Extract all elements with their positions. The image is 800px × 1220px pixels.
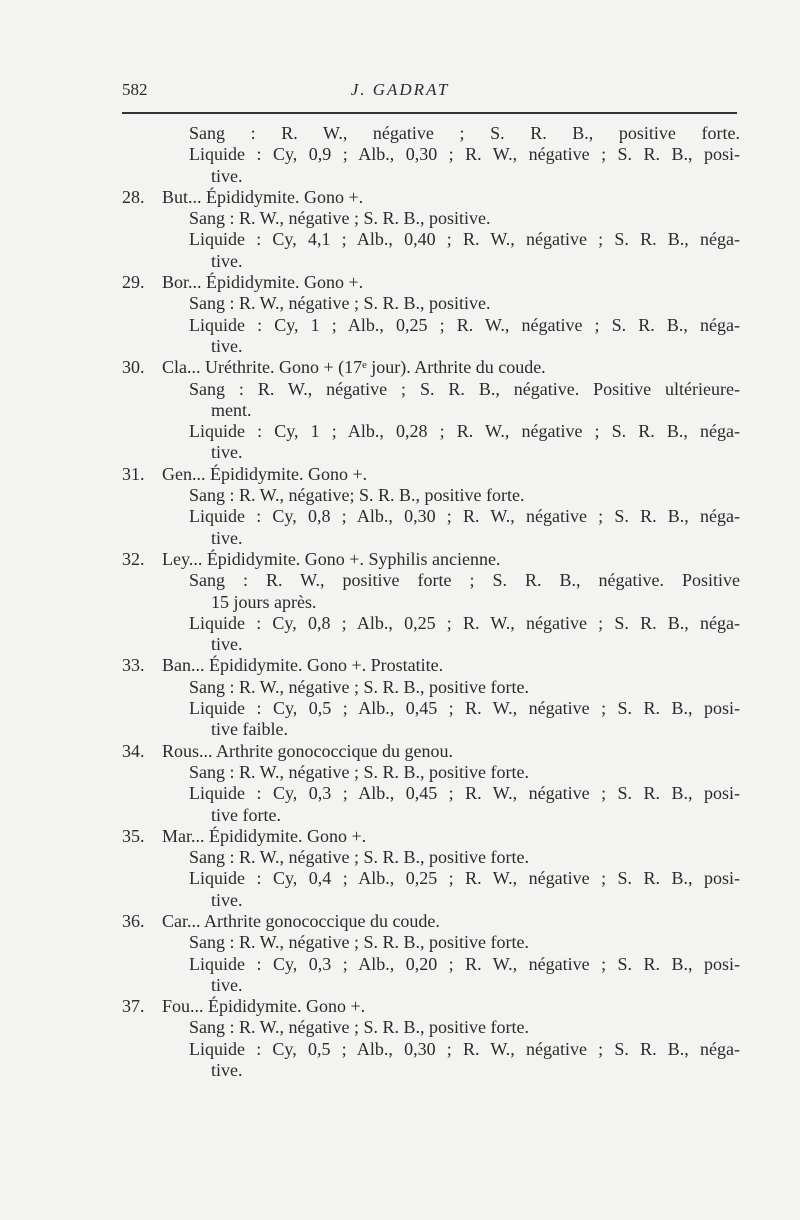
- result-line: Liquide : Cy, 4,1 ; Alb., 0,40 ; R. W., négative ; S. R. B., néga-: [189, 229, 740, 250]
- case-heading: [122, 741, 740, 762]
- result-line: Sang : R. W., négative; S. R. B., positive forte.: [189, 485, 525, 506]
- case-title: Mar... Épididymite. Gono +.: [162, 825, 367, 846]
- result-line: Liquide : Cy, 0,4 ; Alb., 0,25 ; R. W., négative ; S. R. B., posi-: [189, 868, 740, 889]
- case-title: Ban... Épididymite. Gono +. Prostatite.: [162, 655, 444, 676]
- case-title: Rous... Arthrite gonococcique du genou.: [162, 740, 453, 761]
- result-line: Sang : R. W., négative ; S. R. B., positive forte.: [189, 676, 529, 697]
- result-line: Sang : R. W., négative ; S. R. B., positive.: [189, 208, 491, 229]
- case-number: 28.: [122, 186, 145, 207]
- case-heading: [122, 549, 740, 570]
- continuation-line: tive.: [211, 442, 243, 463]
- case-title: Bor... Épididymite. Gono +.: [162, 272, 364, 293]
- continuation-line: tive.: [211, 974, 243, 995]
- case-heading: [122, 996, 740, 1017]
- result-line: Liquide : Cy, 0,9 ; Alb., 0,30 ; R. W., négative ; S. R. B., posi-: [189, 144, 740, 165]
- case-number: 33.: [122, 655, 145, 676]
- case-heading: [122, 464, 740, 485]
- case-number: 31.: [122, 463, 145, 484]
- result-line: Sang : R. W., négative ; S. R. B., positive forte.: [189, 932, 529, 953]
- case-number: 29.: [122, 272, 145, 293]
- case-title: Gen... Épididymite. Gono +.: [162, 463, 368, 484]
- continuation-line: tive forte.: [211, 804, 281, 825]
- page-number: 582: [122, 80, 148, 99]
- result-line: Sang : R. W., négative ; S. R. B., négative. Positive ultérieure-: [189, 378, 740, 399]
- continuation-line: tive.: [211, 165, 243, 186]
- case-number: 34.: [122, 740, 145, 761]
- text-body: [122, 123, 740, 1081]
- result-line: Liquide : Cy, 0,3 ; Alb., 0,45 ; R. W., négative ; S. R. B., posi-: [189, 783, 740, 804]
- continuation-line: tive.: [211, 527, 243, 548]
- case-title: Fou... Épididymite. Gono +.: [162, 996, 366, 1017]
- result-line: Sang : R. W., positive forte ; S. R. B., négative. Positive: [189, 570, 740, 591]
- result-line: Liquide : Cy, 0,8 ; Alb., 0,25 ; R. W., négative ; S. R. B., néga-: [189, 612, 740, 633]
- case-number: 37.: [122, 996, 145, 1017]
- case-number: 30.: [122, 357, 145, 378]
- case-heading: [122, 357, 740, 378]
- continuation-line: ment.: [211, 399, 252, 420]
- continuation-line: tive.: [211, 335, 243, 356]
- result-line: Sang : R. W., négative ; S. R. B., positive forte.: [189, 847, 529, 868]
- result-line: Liquide : Cy, 0,3 ; Alb., 0,20 ; R. W., négative ; S. R. B., posi-: [189, 953, 740, 974]
- result-line: Liquide : Cy, 0,5 ; Alb., 0,45 ; R. W., négative ; S. R. B., posi-: [189, 698, 740, 719]
- continuation-line: 15 jours après.: [211, 591, 317, 612]
- continuation-line: tive faible.: [211, 719, 288, 740]
- running-head: J. GADRAT: [350, 80, 450, 99]
- case-title: But... Épididymite. Gono +.: [162, 186, 364, 207]
- result-line: Liquide : Cy, 1 ; Alb., 0,25 ; R. W., négative ; S. R. B., néga-: [189, 314, 740, 335]
- continuation-line: tive.: [211, 250, 243, 271]
- result-line: Liquide : Cy, 1 ; Alb., 0,28 ; R. W., négative ; S. R. B., néga-: [189, 421, 740, 442]
- case-heading: [122, 272, 740, 293]
- case-title: Ley... Épididymite. Gono +. Syphilis ancienne.: [162, 548, 501, 569]
- result-line: Sang : R. W., négative ; S. R. B., positive forte.: [189, 761, 529, 782]
- result-line: Liquide : Cy, 0,8 ; Alb., 0,30 ; R. W., négative ; S. R. B., néga-: [189, 506, 740, 527]
- continuation-line: tive.: [211, 889, 243, 910]
- case-heading: [122, 911, 740, 932]
- case-heading: [122, 655, 740, 676]
- case-title: Cla... Uréthrite. Gono + (17ᵉ jour). Arthrite du coude.: [162, 357, 546, 378]
- result-line: Sang : R. W., négative ; S. R. B., positive.: [189, 293, 491, 314]
- case-heading: [122, 826, 740, 847]
- case-number: 35.: [122, 825, 145, 846]
- continuation-line: tive.: [211, 634, 243, 655]
- result-line: Sang : R. W., négative ; S. R. B., positive forte.: [189, 123, 740, 143]
- result-line: Liquide : Cy, 0,5 ; Alb., 0,30 ; R. W., négative ; S. R. B., néga-: [189, 1038, 740, 1059]
- result-line: Sang : R. W., négative ; S. R. B., positive forte.: [189, 1017, 529, 1038]
- case-title: Car... Arthrite gonococcique du coude.: [162, 910, 440, 931]
- case-number: 36.: [122, 910, 145, 931]
- continuation-line: tive.: [211, 1060, 243, 1081]
- case-number: 32.: [122, 548, 145, 569]
- header-rule: [122, 112, 737, 114]
- case-heading: [122, 187, 740, 208]
